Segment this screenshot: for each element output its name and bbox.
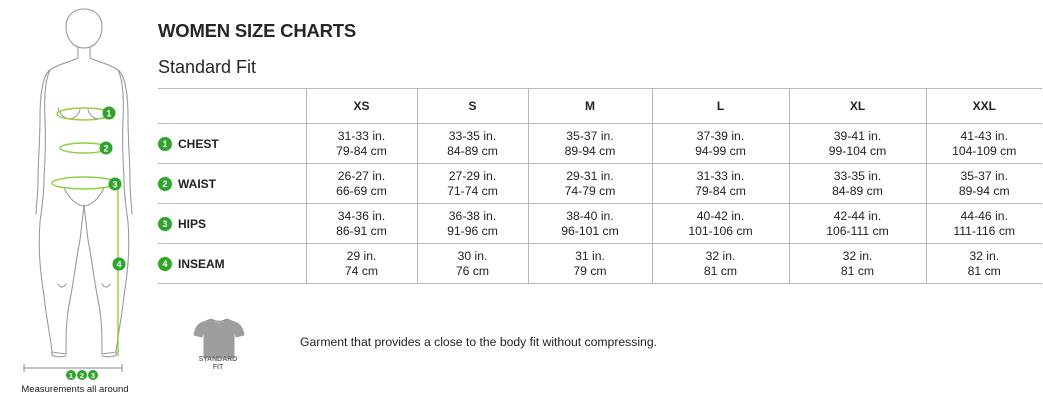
body-measurement-figure <box>0 0 150 413</box>
table-cell <box>789 164 926 204</box>
row-number-badge: 1 <box>158 137 172 151</box>
table-cell <box>926 204 1042 244</box>
value-cm: 86-91 cm <box>336 223 387 238</box>
row-label: CHEST <box>178 136 219 151</box>
value-cm: 89-94 cm <box>958 183 1010 198</box>
value-inches: 39-41 in. <box>833 128 882 143</box>
size-chart-table <box>158 88 1042 284</box>
table-cell <box>789 244 926 284</box>
value-inches: 32 in. <box>969 248 1000 263</box>
badge-line-2: FIT <box>212 364 224 371</box>
row-number-badge: 2 <box>158 177 172 191</box>
table-cell <box>528 204 652 244</box>
header-empty-cell <box>158 89 306 124</box>
value-cm: 111-116 cm <box>953 223 1016 238</box>
value-inches: 37-39 in. <box>696 128 745 143</box>
table-cell <box>926 244 1042 284</box>
value-cm: 84-89 cm <box>832 183 883 198</box>
waist-marker-number: 2 <box>103 143 109 154</box>
inseam-marker-number: 4 <box>116 259 122 270</box>
table-cell <box>417 124 528 164</box>
value-inches: 27-29 in. <box>448 168 497 183</box>
value-inches: 35-37 in. <box>960 168 1008 183</box>
value-cm: 99-104 cm <box>828 143 887 158</box>
row-label: WAIST <box>178 176 216 191</box>
value-inches: 34-36 in. <box>337 208 386 223</box>
value-inches: 33-35 in. <box>833 168 882 183</box>
row-label-cell <box>158 204 306 244</box>
table-cell <box>789 124 926 164</box>
value-inches: 29-31 in. <box>566 168 614 183</box>
row-label-cell <box>158 164 306 204</box>
value-inches: 30 in. <box>457 248 488 263</box>
row-label-cell <box>158 124 306 164</box>
hips-measure-line <box>52 177 116 189</box>
column-header: XS <box>306 89 417 124</box>
value-cm: 104-109 cm <box>952 143 1017 158</box>
value-inches: 35-37 in. <box>566 128 614 143</box>
table-cell <box>306 244 417 284</box>
caption-marker-2: 2 <box>79 371 85 380</box>
table-cell <box>306 204 417 244</box>
column-header: XL <box>789 89 926 124</box>
measure-markers <box>66 107 126 381</box>
value-inches: 26-27 in. <box>337 168 386 183</box>
figure-caption: Measurements all around <box>21 384 129 395</box>
value-cm: 81 cm <box>840 263 875 278</box>
value-cm: 91-96 cm <box>447 223 498 238</box>
value-cm: 81 cm <box>703 263 738 278</box>
value-cm: 101-106 cm <box>688 223 753 238</box>
page-title: WOMEN SIZE CHARTS <box>158 20 357 41</box>
value-cm: 106-111 cm <box>826 223 889 238</box>
jersey-shape <box>191 316 247 360</box>
value-inches: 29 in. <box>346 248 377 263</box>
table-cell <box>417 244 528 284</box>
table-cell <box>652 164 789 204</box>
table-header-row <box>158 89 1042 124</box>
value-cm: 79-84 cm <box>695 183 746 198</box>
column-header: S <box>417 89 528 124</box>
value-inches: 40-42 in. <box>696 208 745 223</box>
badge-line-1: STANDARD <box>198 356 238 363</box>
value-cm: 81 cm <box>967 263 1001 278</box>
value-cm: 84-89 cm <box>447 143 498 158</box>
value-inches: 31-33 in. <box>337 128 386 143</box>
chest-marker-number: 1 <box>106 108 112 119</box>
value-cm: 94-99 cm <box>695 143 746 158</box>
row-label: INSEAM <box>178 256 225 271</box>
value-inches: 31 in. <box>575 248 605 263</box>
value-inches: 41-43 in. <box>960 128 1008 143</box>
value-inches: 32 in. <box>842 248 873 263</box>
value-inches: 31-33 in. <box>696 168 745 183</box>
value-cm: 71-74 cm <box>447 183 498 198</box>
value-cm: 76 cm <box>455 263 490 278</box>
caption-marker-3: 3 <box>90 371 96 380</box>
table-row <box>158 124 1042 164</box>
column-header: XXL <box>926 89 1042 124</box>
table-cell <box>652 124 789 164</box>
caption-marker-1: 1 <box>68 371 74 380</box>
value-cm: 66-69 cm <box>336 183 387 198</box>
table-cell <box>528 164 652 204</box>
column-header: M <box>528 89 652 124</box>
value-cm: 79 cm <box>573 263 607 278</box>
table-cell <box>528 124 652 164</box>
column-header: L <box>652 89 789 124</box>
table-row <box>158 244 1042 284</box>
table-cell <box>528 244 652 284</box>
value-cm: 74-79 cm <box>564 183 616 198</box>
value-inches: 38-40 in. <box>566 208 614 223</box>
fit-description: Garment that provides a close to the body fit without compressing. <box>300 335 658 349</box>
value-inches: 32 in. <box>705 248 736 263</box>
female-body-illustration <box>0 0 150 413</box>
table-cell <box>652 204 789 244</box>
standard-fit-badge <box>178 356 258 372</box>
value-cm: 74 cm <box>344 263 379 278</box>
table-cell <box>417 204 528 244</box>
table-cell <box>652 244 789 284</box>
value-inches: 44-46 in. <box>960 208 1008 223</box>
row-label: HIPS <box>178 216 207 231</box>
value-cm: 79-84 cm <box>336 143 387 158</box>
table-cell <box>926 124 1042 164</box>
value-inches: 36-38 in. <box>448 208 497 223</box>
row-number-badge: 4 <box>158 257 172 271</box>
hips-marker-number: 3 <box>112 179 118 190</box>
value-cm: 96-101 cm <box>561 223 619 238</box>
table-cell <box>926 164 1042 204</box>
row-number-badge: 3 <box>158 217 172 231</box>
table-cell <box>306 124 417 164</box>
table-cell <box>417 164 528 204</box>
page-subtitle: Standard Fit <box>158 57 257 77</box>
table-cell <box>306 164 417 204</box>
value-inches: 42-44 in. <box>833 208 882 223</box>
table-row <box>158 204 1042 244</box>
value-cm: 89-94 cm <box>564 143 616 158</box>
table-row <box>158 164 1042 204</box>
row-label-cell <box>158 244 306 284</box>
value-inches: 33-35 in. <box>448 128 497 143</box>
table-cell <box>789 204 926 244</box>
